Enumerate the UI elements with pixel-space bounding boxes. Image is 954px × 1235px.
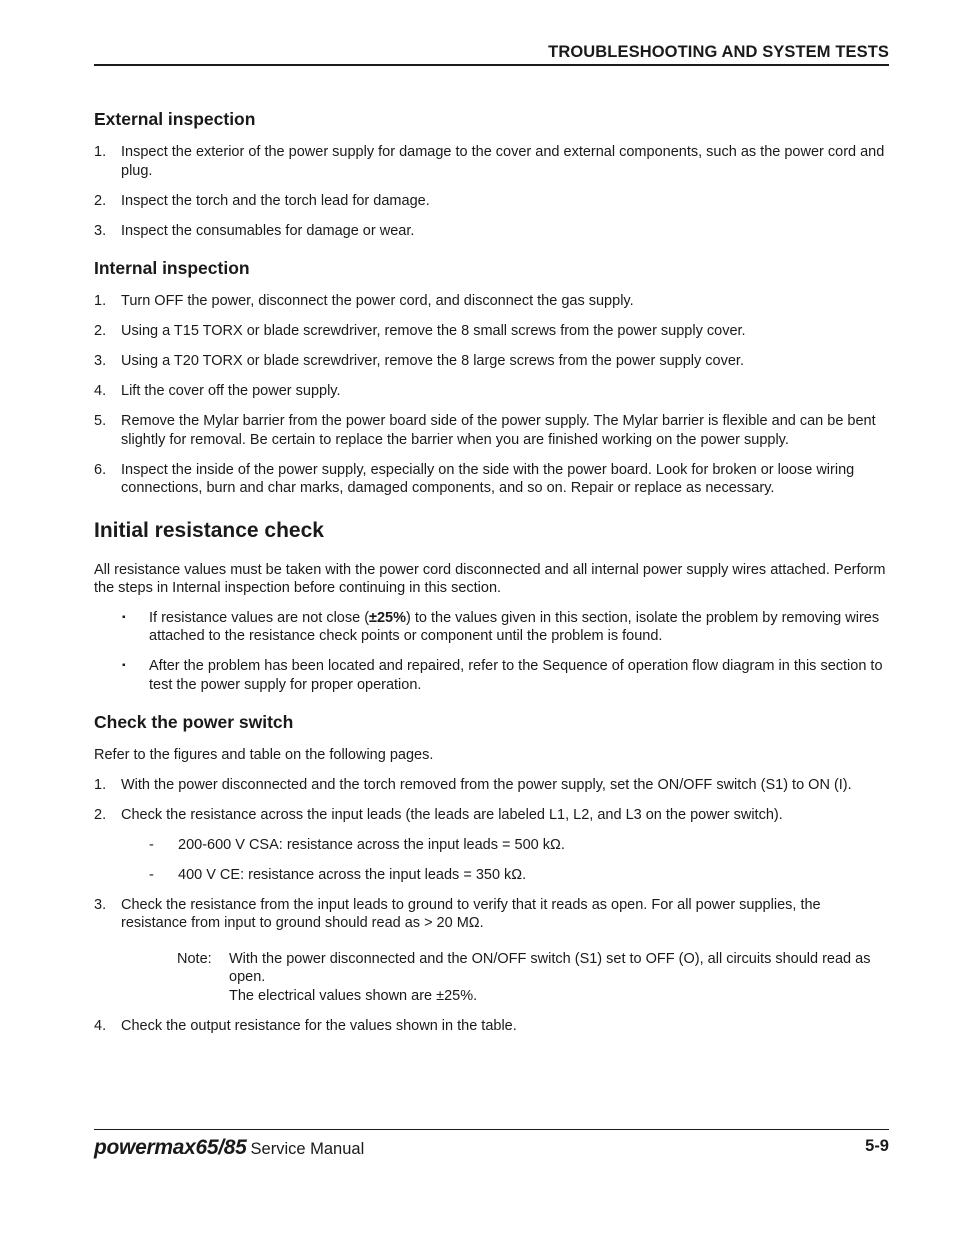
list-item: 3. Using a T20 TORX or blade screwdriver, remove the 8 large screws from the power supply cover.	[94, 353, 744, 369]
page-content	[94, 108, 889, 1047]
list-item: ▪ After the problem has been located and repaired, refer to the Sequence of operation flow diagram in this section to test the power supply for proper operation.	[122, 658, 883, 693]
resistance-intro: All resistance values must be taken with the power cord disconnected and all internal power supply wires attached. Perform the steps in Internal inspection before continuing in this section.	[94, 561, 886, 596]
list-item: - 200-600 V CSA: resistance across the input leads = 500 kΩ.	[149, 836, 565, 853]
list-item: 2. Inspect the torch and the torch lead for damage.	[94, 192, 430, 209]
external-inspection-steps	[94, 143, 889, 240]
list-item: 2. Using a T15 TORX or blade screwdriver, remove the 8 small screws from the power supply cover.	[94, 323, 746, 339]
bullet-icon: ▪	[122, 611, 126, 623]
heading-initial-resistance-check: Initial resistance check	[94, 518, 324, 542]
list-item: 3. Inspect the consumables for damage or wear.	[94, 222, 415, 239]
manual-title: Service Manual	[250, 1140, 365, 1158]
bullet-icon: ▪	[122, 660, 126, 671]
power-switch-steps	[94, 776, 889, 1036]
list-item: 4. Lift the cover off the power supply.	[94, 383, 341, 399]
note-label: Note:	[177, 950, 212, 967]
power-switch-intro: Refer to the figures and table on the following pages.	[94, 747, 434, 763]
page-number: 5-9	[865, 1137, 889, 1155]
list-item: 4. Check the output resistance for the values shown in the table.	[94, 1017, 517, 1034]
page-footer	[94, 1129, 889, 1160]
internal-inspection-steps	[94, 292, 889, 498]
heading-internal-inspection: Internal inspection	[94, 258, 250, 278]
list-item: 3. Check the resistance from the input leads to ground to verify that it reads as open. For all power supplies, the resistance from input to ground should read as > 20 MΩ. Note: With the power disconnected and the ON/OFF switch (S1) set to OFF (O), all circuits should read as open. The electrical values shown are ±25%.	[94, 896, 889, 1006]
manual-page	[94, 0, 889, 1235]
section-title: TROUBLESHOOTING AND SYSTEM TESTS	[548, 43, 889, 61]
note-body: With the power disconnected and the ON/OFF switch (S1) set to OFF (O), all circuits should read as open. The electrical values shown are ±25%.	[229, 950, 871, 1004]
product-logo: powermax65/85	[94, 1136, 247, 1159]
heading-check-power-switch: Check the power switch	[94, 712, 294, 732]
list-item: 1. Turn OFF the power, disconnect the power cord, and disconnect the gas supply.	[94, 293, 634, 309]
list-item: ▪ If resistance values are not close (±25%) to the values given in this section, isolate the problem by removing wires attached to the resistance check points or component until the problem is found.	[122, 609, 880, 644]
resistance-notes	[94, 609, 889, 695]
list-item: 2. Check the resistance across the input leads (the leads are labeled L1, L2, and L3 on the power switch). - 200-600 V CSA: resistance across the input leads = 500 kΩ. - 400 V CE: resistance across the input leads = 350 kΩ.	[94, 806, 889, 885]
note	[177, 950, 889, 1006]
running-header	[94, 43, 889, 66]
dash-icon: -	[149, 836, 154, 853]
list-item: 6. Inspect the inside of the power supply, especially on the side with the power board. Look for broken or loose wiring connections, burn and char marks, damaged components, and so on. Repair or replace as necessary.	[94, 461, 855, 496]
list-item: 1. Inspect the exterior of the power supply for damage to the cover and external components, such as the power cord and plug.	[94, 144, 885, 179]
list-item: - 400 V CE: resistance across the input leads = 350 kΩ.	[149, 866, 527, 883]
heading-external-inspection: External inspection	[94, 109, 256, 129]
list-item: 5. Remove the Mylar barrier from the power board side of the power supply. The Mylar barrier is flexible and can be bent slightly for removal. Be certain to replace the barrier when you are finished working on the power supply.	[94, 413, 876, 448]
list-item: 1. With the power disconnected and the torch removed from the power supply, set the ON/OFF switch (S1) to ON (I).	[94, 776, 852, 793]
dash-icon: -	[149, 866, 154, 883]
input-lead-values	[121, 836, 889, 885]
